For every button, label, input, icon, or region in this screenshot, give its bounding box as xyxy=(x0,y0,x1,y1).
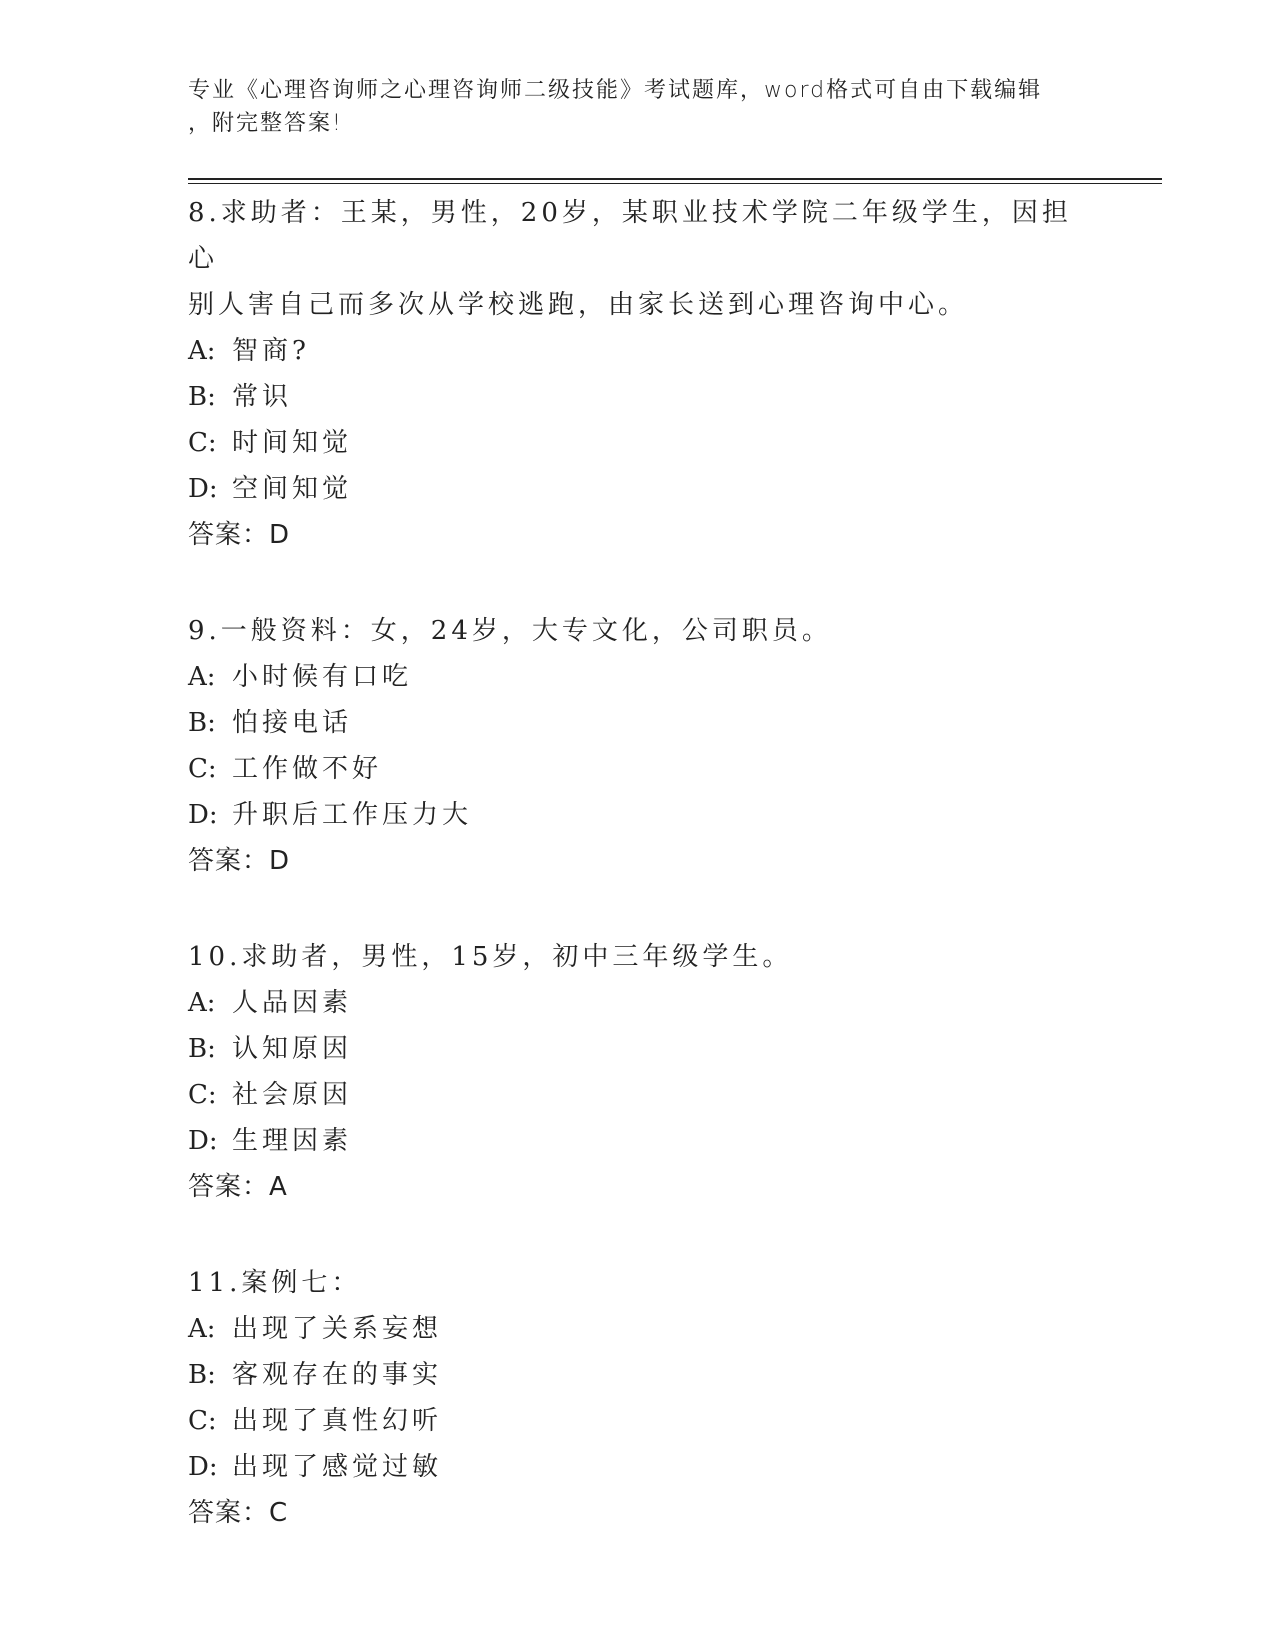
option-d xyxy=(188,1444,1088,1490)
option-text: 社会原因 xyxy=(232,1080,353,1110)
option-b xyxy=(188,1026,1088,1072)
question-list xyxy=(188,190,1088,1586)
option-d xyxy=(188,792,1088,838)
option-text: 生理因素 xyxy=(232,1126,353,1156)
option-b xyxy=(188,700,1088,746)
answer-line: 答案：D xyxy=(188,520,291,550)
option-text: 升职后工作压力大 xyxy=(232,800,473,830)
option-text: 出现了关系妄想 xyxy=(232,1314,443,1344)
question-stem-continued: 别人害自己而多次从学校逃跑，由家长送到心理咨询中心。 xyxy=(188,290,969,320)
option-d xyxy=(188,1118,1088,1164)
option-b xyxy=(188,1352,1088,1398)
question-stem: 11.案例七： xyxy=(188,1268,362,1298)
option-key: B: xyxy=(188,382,216,412)
header-divider xyxy=(188,178,1162,184)
option-key: B: xyxy=(188,708,216,738)
option-text: 人品因素 xyxy=(232,988,353,1018)
option-c xyxy=(188,420,1088,466)
option-key: C: xyxy=(188,1080,217,1110)
option-text: 客观存在的事实 xyxy=(232,1360,443,1390)
option-text: 出现了真性幻听 xyxy=(232,1406,443,1436)
option-key: D: xyxy=(188,474,218,504)
option-key: B: xyxy=(188,1360,216,1390)
option-key: D: xyxy=(188,1126,218,1156)
question-stem: 8.求助者：王某，男性，20岁，某职业技术学院二年级学生，因担心 xyxy=(188,198,1072,274)
question-stem: 9.一般资料：女，24岁，大专文化，公司职员。 xyxy=(188,616,832,646)
document-header xyxy=(188,74,1068,140)
option-key: C: xyxy=(188,1406,217,1436)
option-d xyxy=(188,466,1088,512)
option-text: 智商? xyxy=(232,336,310,366)
option-key: C: xyxy=(188,754,217,784)
option-key: D: xyxy=(188,1452,218,1482)
option-text: 时间知觉 xyxy=(232,428,353,458)
header-line-2: ，附完整答案! xyxy=(188,111,343,136)
option-key: A: xyxy=(188,1314,216,1344)
option-text: 空间知觉 xyxy=(232,474,353,504)
header-line-1: 专业《心理咨询师之心理咨询师二级技能》考试题库，word格式可自由下载编辑 xyxy=(188,78,1043,103)
option-c xyxy=(188,746,1088,792)
question-11 xyxy=(188,1260,1088,1536)
option-key: C: xyxy=(188,428,217,458)
question-8 xyxy=(188,190,1088,558)
option-c xyxy=(188,1398,1088,1444)
answer-line: 答案：A xyxy=(188,1172,288,1202)
option-b xyxy=(188,374,1088,420)
option-key: A: xyxy=(188,988,216,1018)
option-text: 小时候有口吃 xyxy=(232,662,413,692)
question-9 xyxy=(188,608,1088,884)
option-text: 认知原因 xyxy=(232,1034,353,1064)
option-a xyxy=(188,1306,1088,1352)
option-a xyxy=(188,654,1088,700)
option-text: 常识 xyxy=(232,382,293,412)
question-stem: 10.求助者，男性，15岁，初中三年级学生。 xyxy=(188,942,793,972)
option-c xyxy=(188,1072,1088,1118)
option-key: D: xyxy=(188,800,218,830)
option-key: B: xyxy=(188,1034,216,1064)
option-text: 怕接电话 xyxy=(232,708,353,738)
option-text: 出现了感觉过敏 xyxy=(232,1452,443,1482)
answer-line: 答案：D xyxy=(188,846,291,876)
option-a xyxy=(188,980,1088,1026)
option-a xyxy=(188,328,1088,374)
option-key: A: xyxy=(188,336,216,366)
option-text: 工作做不好 xyxy=(232,754,383,784)
answer-line: 答案：C xyxy=(188,1498,289,1528)
question-10 xyxy=(188,934,1088,1210)
option-key: A: xyxy=(188,662,216,692)
